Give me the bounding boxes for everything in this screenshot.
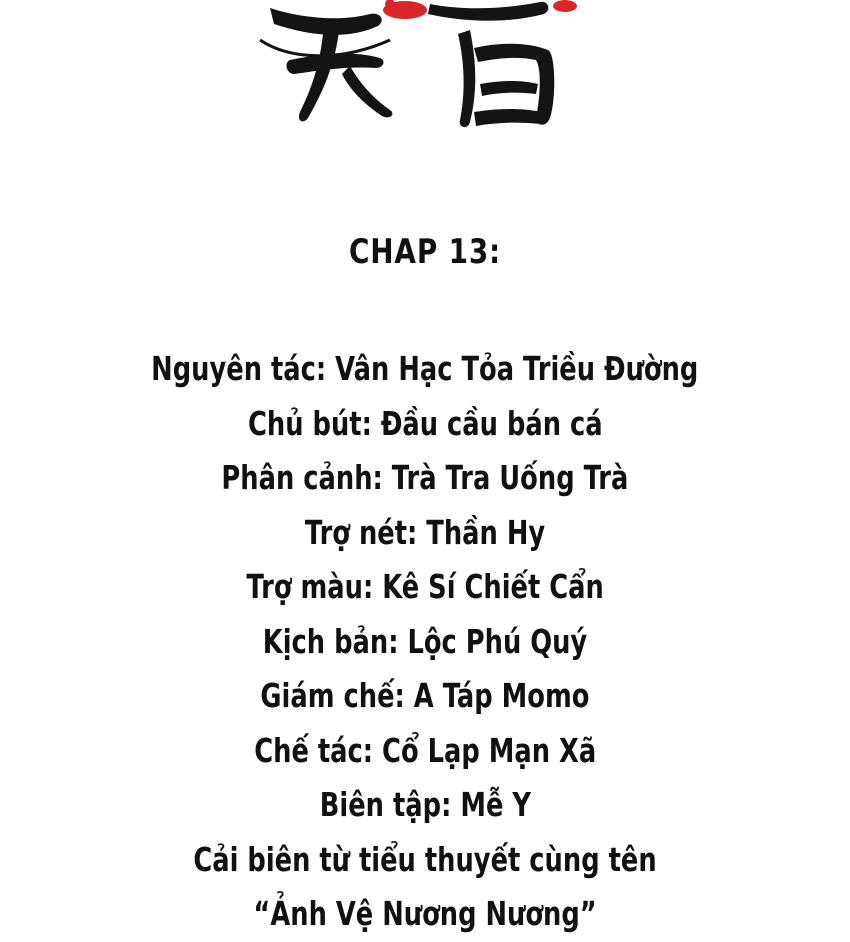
credit-text: Nguyên tác: Vân Hạc Tỏa Triều Đường bbox=[151, 349, 699, 388]
credit-text: “Ảnh Vệ Nương Nương” bbox=[253, 894, 597, 933]
credit-line bbox=[0, 560, 850, 615]
credit-text: Chế tác: Cổ Lạp Mạn Xã bbox=[253, 730, 597, 770]
credit-text: Biên tập: Mễ Y bbox=[319, 785, 531, 824]
calligraphy-logo-icon bbox=[230, 0, 610, 140]
credit-line bbox=[0, 397, 850, 452]
credit-text: Kịch bản: Lộc Phú Quý bbox=[262, 621, 588, 661]
calligraphy-logo bbox=[230, 0, 610, 140]
credit-text: Chủ bút: Đầu cầu bán cá bbox=[247, 403, 603, 443]
credit-line bbox=[0, 451, 850, 506]
credit-line bbox=[0, 342, 850, 397]
credit-text: Giám chế: A Táp Momo bbox=[260, 676, 590, 715]
credit-text: Trợ màu: Kê Sí Chiết Cẩn bbox=[246, 567, 604, 606]
credit-text: Cải biên từ tiểu thuyết cùng tên bbox=[193, 839, 657, 879]
credit-text: Phân cảnh: Trà Tra Uống Trà bbox=[221, 458, 629, 497]
chapter-heading: CHAP 13: bbox=[348, 232, 502, 272]
credit-line bbox=[0, 506, 850, 561]
credits-list bbox=[0, 342, 850, 942]
credit-text: Trợ nét: Thần Hy bbox=[304, 512, 546, 552]
credit-line bbox=[0, 724, 850, 779]
credit-line bbox=[0, 887, 850, 942]
credit-line bbox=[0, 615, 850, 670]
credit-line bbox=[0, 833, 850, 888]
credit-line bbox=[0, 669, 850, 724]
credit-line bbox=[0, 778, 850, 833]
